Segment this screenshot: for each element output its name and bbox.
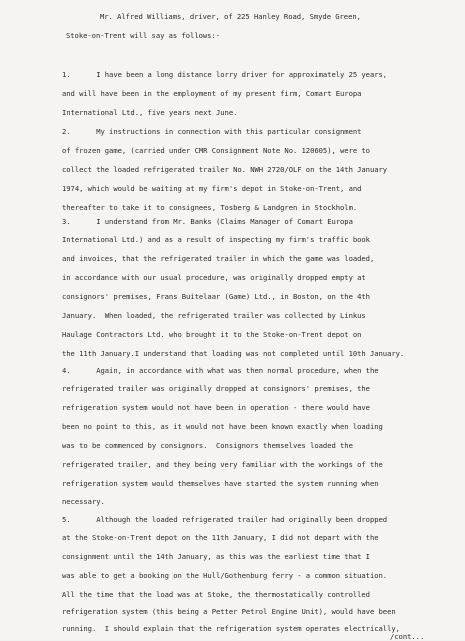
statement-line: Stoke-on-Trent will say as follows:- xyxy=(66,31,220,40)
statement-line: 5. Although the loaded refrigerated trailer had originally been dropped xyxy=(62,515,388,524)
statement-line: in accordance with our usual procedure, was originally dropped empty at xyxy=(62,273,366,282)
statement-line: necessary. xyxy=(62,497,105,506)
statement-line: 2. My instructions in connection with this particular consignment xyxy=(62,127,362,136)
statement-line: consignment until the 14th January, as this was the earliest time that I xyxy=(62,552,370,561)
statement-line: 1. I have been a long distance lorry driver for approximately 25 years, xyxy=(62,70,388,79)
statement-line: 1974, which would be waiting at my firm's depot in Stoke-on-Trent, and xyxy=(62,184,362,193)
statement-line: at the Stoke-on-Trent depot on the 11th January, I did not depart with the xyxy=(62,533,379,542)
statement-line: 3. I understand from Mr. Banks (Claims Manager of Comart Europa xyxy=(62,217,353,226)
statement-line: been no point to this, as it would not have been known exactly when loading xyxy=(62,422,383,431)
statement-line: and will have been in the employment of my present firm, Comart Europa xyxy=(62,89,362,98)
statement-line: running. I should explain that the refrigeration system operates electrically, xyxy=(62,624,400,633)
statement-line: refrigerated trailer was originally dropped at consignors' premises, the xyxy=(62,384,370,393)
continued-marker: /cont... xyxy=(390,632,425,641)
statement-line: January. When loaded, the refrigerated trailer was collected by Linkus xyxy=(62,311,366,320)
statement-line: refrigerated trailer, and they being very familiar with the workings of the xyxy=(62,460,383,469)
statement-line: the 11th January.I understand that loading was not completed until 10th January. xyxy=(62,349,405,358)
statement-line: 4. Again, in accordance with what was then normal procedure, when the xyxy=(62,366,379,375)
statement-line: was to be commenced by consignors. Consignors themselves loaded the xyxy=(62,441,353,450)
statement-line: refrigeration system would not have been in operation - there would have xyxy=(62,403,370,412)
statement-line: All the time that the load was at Stoke, the thermostatically controlled xyxy=(62,590,370,599)
statement-line: International Ltd.) and as a result of inspecting my firm's traffic book xyxy=(62,235,370,244)
statement-line: Haulage Contractors Ltd. who brought it to the Stoke-on-Trent depot on xyxy=(62,330,362,339)
statement-line: of frozen game, (carried under CMR Consignment Note No. 120605), were to xyxy=(62,146,370,155)
statement-line: refrigeration system would themselves have started the system running when xyxy=(62,479,379,488)
statement-line: Mr. Alfred Williams, driver, of 225 Hanley Road, Smyde Green, xyxy=(100,12,361,21)
statement-line: and invoices, that the refrigerated trailer in which the game was loaded, xyxy=(62,254,375,263)
statement-line: consignors' premises, Frans Buitelaar (Game) Ltd., in Boston, on the 4th xyxy=(62,292,370,301)
statement-line: thereafter to take it to consignees, Tosberg & Landgren in Stockholm. xyxy=(62,203,358,212)
statement-line: refrigeration system (this being a Petter Petrol Engine Unit), would have been xyxy=(62,607,396,616)
statement-line: International Ltd., five years next June. xyxy=(62,108,238,117)
statement-line: was able to get a booking on the Hull/Gothenburg ferry - a common situation. xyxy=(62,571,388,580)
statement-line: collect the loaded refrigerated trailer No. NWH 2720/OLF on the 14th January xyxy=(62,165,388,174)
